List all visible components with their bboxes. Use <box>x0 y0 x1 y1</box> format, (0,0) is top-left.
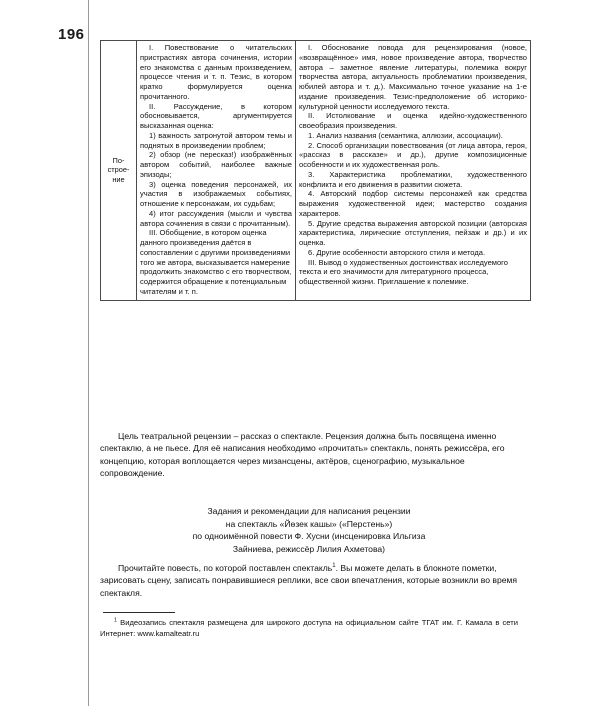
right-item: 1. Анализ названия (семантика, аллюзии, ассоциации). <box>308 130 503 140</box>
footnote-block <box>100 612 518 639</box>
assignment-heading <box>100 505 518 555</box>
paragraph-read <box>100 562 518 599</box>
footnote-reference-marker[interactable]: 1 <box>332 563 336 570</box>
heading-line-2: на спектакль «Йөзек кашы» («Перстень») <box>225 518 393 529</box>
paragraph-read-part2: . Вы можете делать в блокноте пометки, зарисовать сцену, записать понравившиеся реплики, все свои впечатления, которые возникли во время спектакля. <box>100 563 518 598</box>
table-cell-row-label <box>101 41 137 301</box>
right-item: I. Обоснование повода для рецензирования (новое, «возвращённое» имя, новое произведение автора, творчество автора – заметное явление литературы, полемика вокруг творчества автора, актуальность проблематики произведения, юбилей автора и т. д.). Максимально точное указание на 1-е издание произведения. Тезис-предположение об историко-культурной ценности исследуемого текста. <box>299 43 527 111</box>
row-label-line-1: По- <box>112 155 125 165</box>
paragraph-read-part1: Прочитайте повесть, по которой поставлен спектакль <box>118 563 333 573</box>
footnote-marker: 1 <box>114 617 117 624</box>
heading-line-4: Зайниева, режиссёр Лилия Ахметова) <box>232 543 386 554</box>
table-row <box>101 41 531 301</box>
right-item: 4. Авторский подбор системы персонажей как средства выражения художественной идеи; мастерство создания характеров. <box>299 189 527 218</box>
paragraph-goal: Цель театральной рецензии – рассказ о спектакле. Рецензия должна быть посвящена именно спектаклю, а не пьесе. Для её написания необходимо «прочитать» спектакль, понять режиссёра, его концепцию, которая воплощается через мизансцены, актёров, сценографию, музыкальное сопровождение. <box>100 431 505 479</box>
middle-item: 3) оценка поведения персонажей, их участия в изображаемых событиях, отношение к персонажам, их судьбам; <box>140 179 292 208</box>
footnote-body-text: Видеозапись спектакля размещена для широкого доступа на официальном сайте ТГАТ им. Г. Камала в сети Интернет: www.kamalteatr.ru <box>100 618 518 638</box>
heading-line-3: по одноимённой повести Ф. Хусни (инсценировка Ильгиза <box>192 531 426 542</box>
right-item: II. Истолкование и оценка идейно-художественного своеобразия произведения. <box>299 111 527 130</box>
right-item: 5. Другие средства выражения авторской позиции (авторская характеристика, лирические отступления, пейзаж и др.) и их оценка. <box>299 218 527 247</box>
table-cell-middle-column <box>137 41 296 301</box>
footnote-separator-rule <box>103 612 175 613</box>
right-item: III. Вывод о художественных достоинствах исследуемого текста и его значимости для литературного процесса, общественной жизни. Приглашение к полемике. <box>299 257 508 286</box>
footnote-paragraph <box>100 618 518 639</box>
row-label-line-2: строе- <box>107 165 130 175</box>
paragraph-read-block <box>100 562 518 599</box>
footnote-content <box>100 618 518 639</box>
table-cell-right-column <box>296 41 531 301</box>
middle-item: 2) обзор (не пересказ!) изображённых автором событий, наиболее важные эпизоды; <box>140 150 292 179</box>
middle-item: III. Обобщение, в котором оценка данного произведения даётся в сопоставлении с другими произведениями того же автора, высказывается намерение продолжить знакомство с его творчеством, содержится обращение к потенциальным читателям и т. п. <box>140 228 292 296</box>
paragraph-goal-block <box>100 430 518 480</box>
middle-item: 4) итог рассуждения (мысли и чувства автора сочинения в связи с прочитанным). <box>140 208 292 228</box>
right-item: 3. Характеристика проблематики, художественного конфликта и его движения в развитии сюжета. <box>299 169 527 189</box>
middle-column-content <box>140 43 292 297</box>
row-label-line-3: ние <box>112 175 125 185</box>
right-item: 2. Способ организации повествования (от лица автора, героя, «рассказ в рассказе» и др.), другие композиционные особенности и их художественная роль. <box>299 140 527 169</box>
structure-table <box>100 40 531 301</box>
right-column-content <box>299 43 527 287</box>
middle-item: 1) важность затронутой автором темы и поднятых в произведении проблем; <box>140 130 292 150</box>
page-margin-rule <box>88 0 89 706</box>
middle-item: I. Повествование о читательских пристрастиях автора сочинения, истории его знакомства с данным произведением, процессе чтения и т. п. Тезис, в котором кратко формулируется оценка прочитанного. <box>140 43 292 101</box>
right-item: 6. Другие особенности авторского стиля и метода. <box>308 247 486 257</box>
page-number: 196 <box>58 26 85 43</box>
heading-line-1: Задания и рекомендации для написания рецензии <box>207 506 411 516</box>
middle-item: II. Рассуждение, в котором обосновывается, аргументируется высказанная оценка: <box>140 101 292 130</box>
